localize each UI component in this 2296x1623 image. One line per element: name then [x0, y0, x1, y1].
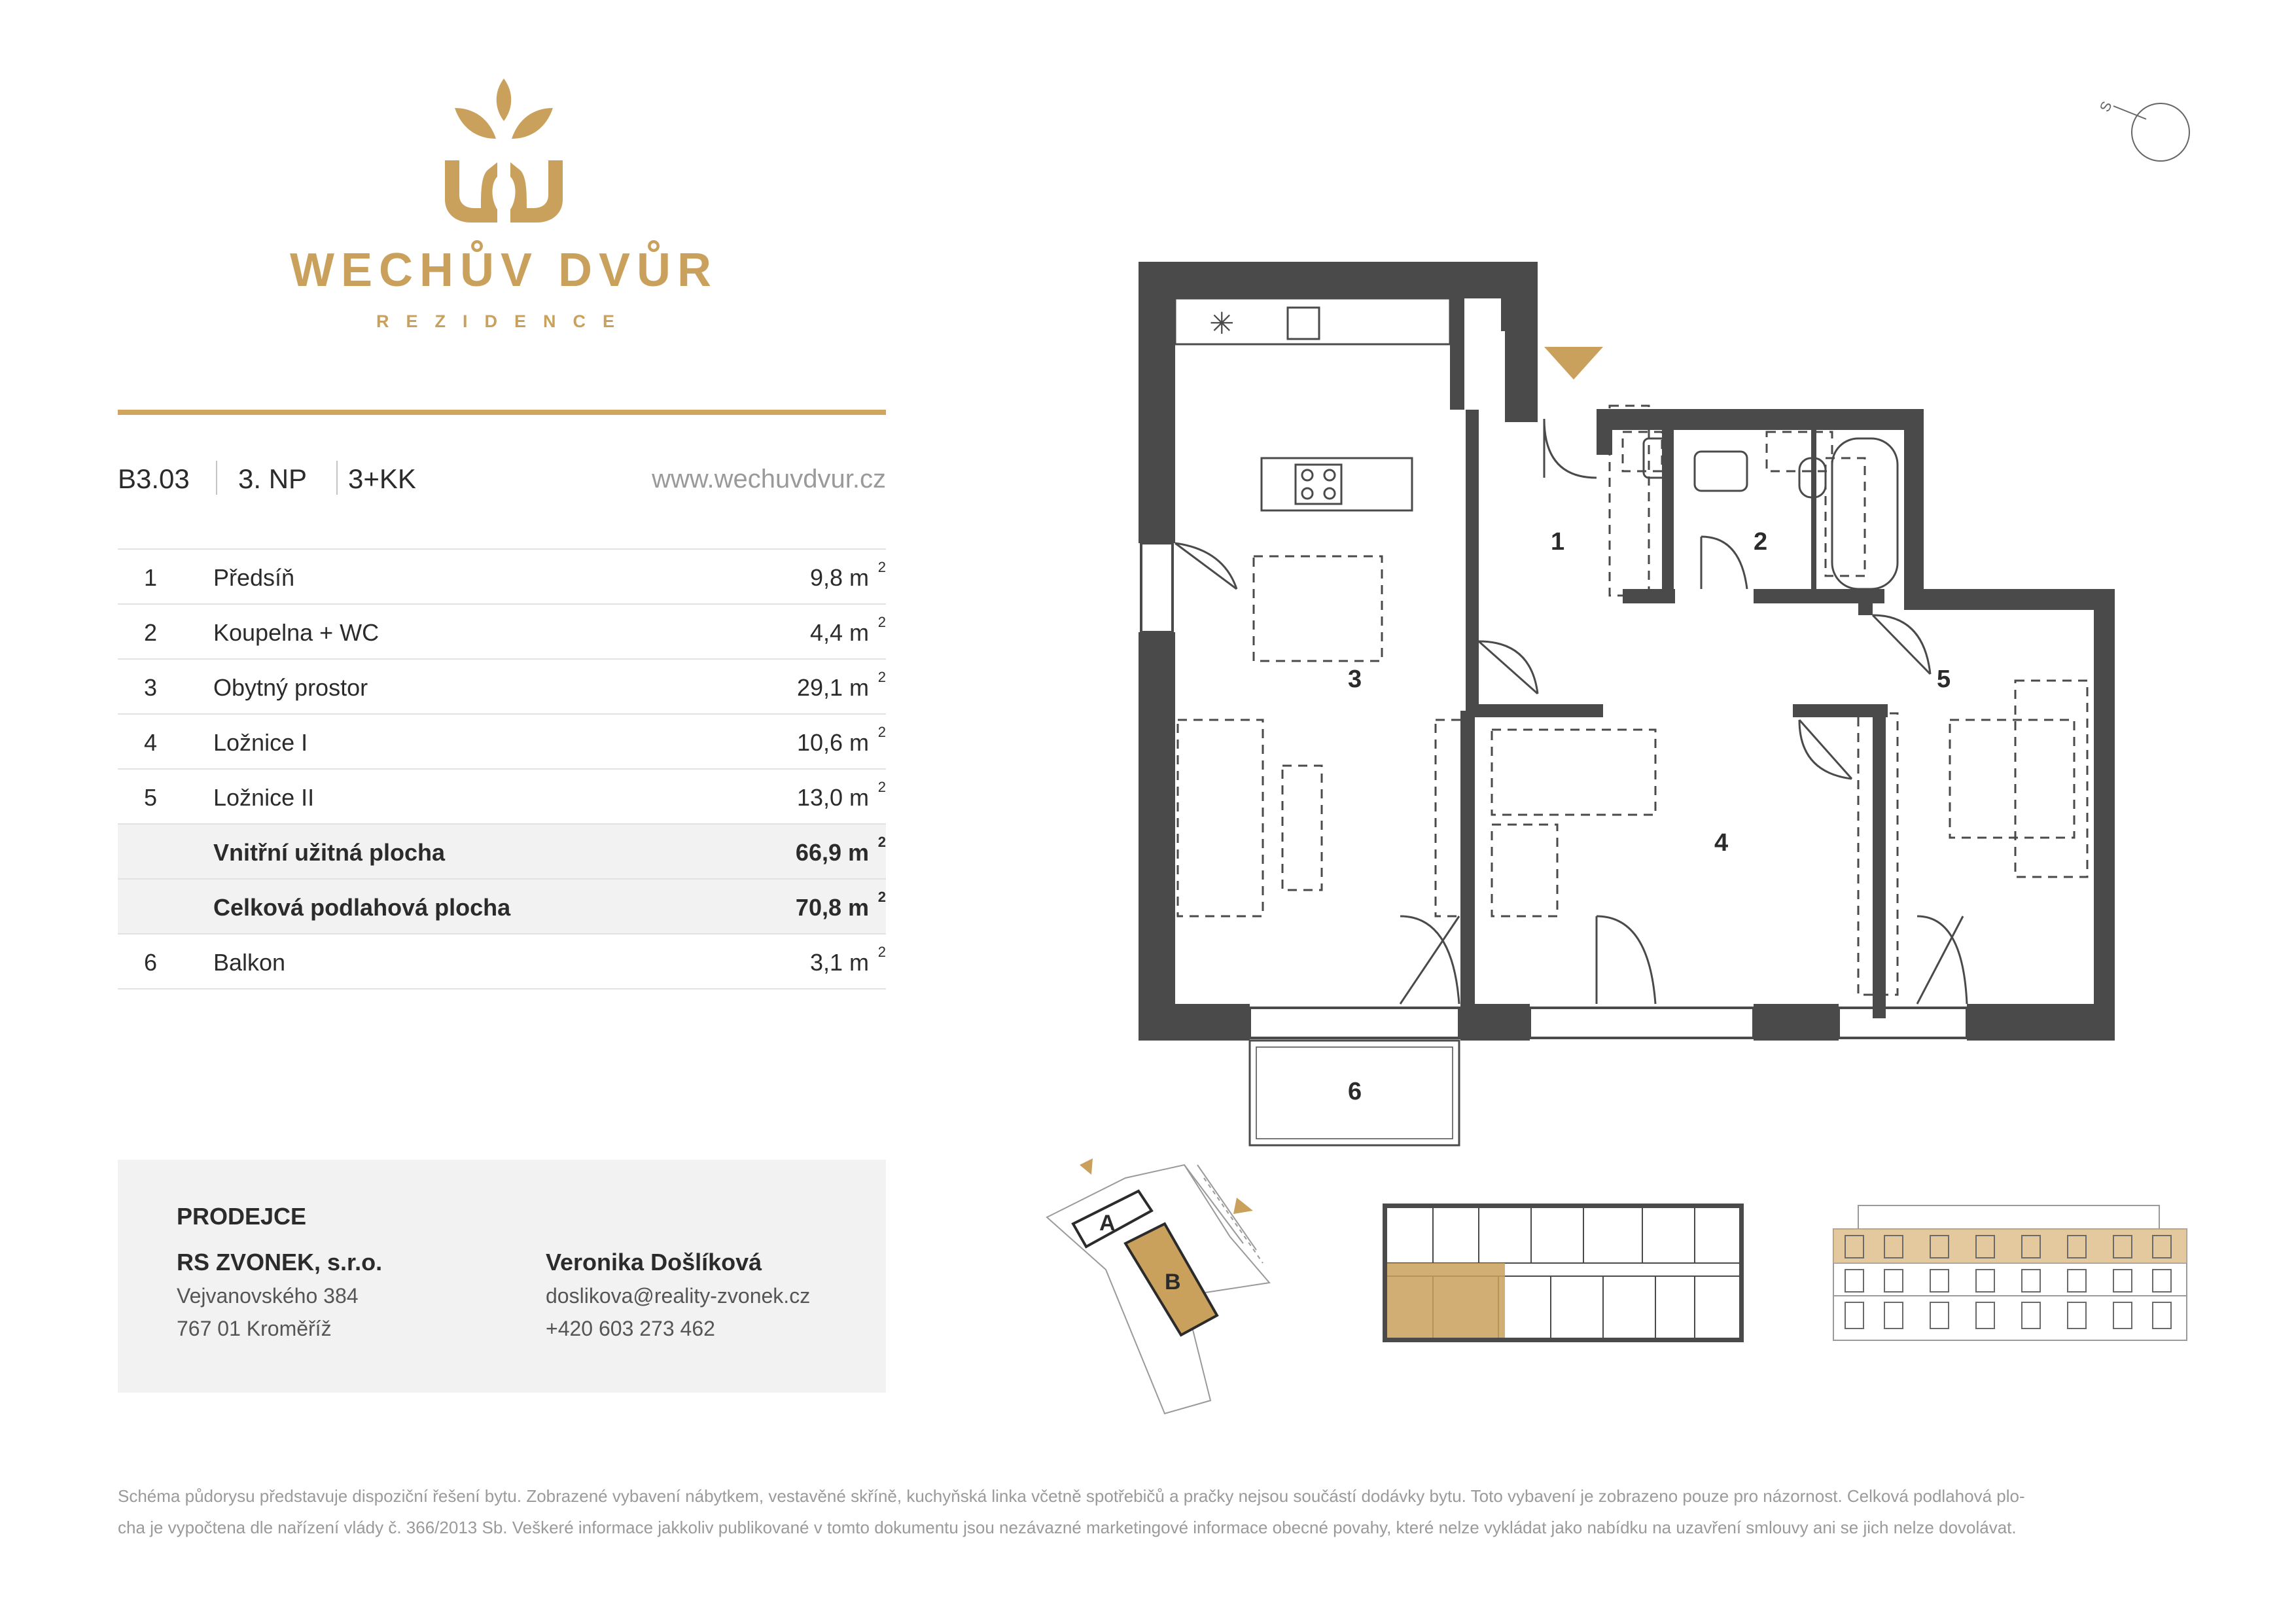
table-row [118, 770, 886, 825]
room-number: 3 [144, 674, 158, 701]
bathroom-fixtures [1644, 438, 1898, 589]
furniture [1178, 406, 2087, 995]
room-number: 1 [144, 564, 158, 591]
summary-name: Vnitřní užitná plocha [213, 839, 446, 866]
rooms-table [118, 548, 886, 990]
company-name: RS ZVONEK, s.r.o. [177, 1249, 383, 1275]
area-unit-exponent: 2 [877, 724, 886, 740]
disclaimer-line: cha je vypočtena dle nařízení vlády č. 366/2013 Sb. Veškeré informace jakkoliv publikované v tomto dokumentu jsou nezávazné marketingové informace obecné povahy, které nelze vykládat jako nabídku na uzavření smlouvy ani se jich nelze dovolávat. [118, 1518, 2017, 1537]
area-unit-exponent: 2 [877, 889, 886, 905]
walls [1139, 262, 2115, 1041]
north-arrow-icon [2094, 92, 2199, 177]
floor-locator [1381, 1191, 1747, 1355]
room-name: Ložnice II [213, 784, 315, 811]
summary-area: 66,9 m [795, 839, 869, 866]
room-area: 13,0 m [796, 784, 869, 811]
summary-area: 70,8 m [795, 894, 869, 921]
unit-floor: 3. NP [238, 463, 308, 494]
brand-name: WECHŮV DVŮR [289, 244, 718, 296]
contact-name: Veronika Došlíková [546, 1249, 762, 1275]
entrance-arrow-icon [1544, 347, 1603, 380]
table-row [118, 660, 886, 715]
room-area: 10,6 m [796, 729, 869, 756]
brand-subtitle: REZIDENCE [376, 312, 631, 331]
room-number: 6 [144, 949, 158, 976]
unit-code: B3.03 [118, 463, 190, 494]
divider [216, 461, 217, 495]
divider [118, 410, 886, 415]
area-unit-exponent: 2 [877, 614, 886, 630]
summary-name: Celková podlahová plocha [213, 894, 511, 921]
unit-header [118, 458, 886, 504]
disclaimer-line: Schéma půdorysu představuje dispoziční řešení bytu. Zobrazené vybavení nábytkem, vestavěné skříně, kuchyňská linka včetně spotřebičů a pračky nejsou součástí dodávky bytu. Toto vybavení je zobrazeno pouze pro názornost. Celková podlahová plo- [118, 1486, 2025, 1506]
site-map [1034, 1139, 1309, 1414]
area-unit-exponent: 2 [877, 779, 886, 795]
room-name: Koupelna + WC [213, 619, 380, 646]
room-label: 5 [1937, 666, 1951, 693]
room-name: Předsíň [213, 564, 295, 591]
company-city: 767 01 Kroměříž [177, 1317, 332, 1340]
room-number: 2 [144, 619, 158, 646]
area-unit-exponent: 2 [877, 669, 886, 685]
brand-logo-icon [445, 79, 563, 223]
disclaimer [118, 1480, 2199, 1543]
company-street: Vejvanovského 384 [177, 1284, 359, 1308]
table-row [118, 715, 886, 770]
building-label: B [1165, 1270, 1181, 1294]
room-area: 3,1 m [809, 949, 869, 976]
area-unit-exponent: 2 [877, 834, 886, 850]
room-area: 29,1 m [796, 674, 869, 701]
sales-contact-box [118, 1160, 886, 1393]
room-label: 4 [1714, 829, 1729, 857]
room-label: 3 [1348, 666, 1362, 693]
contact-email[interactable]: doslikova@reality-zvonek.cz [546, 1284, 811, 1308]
table-row [118, 935, 886, 990]
room-number: 5 [144, 784, 158, 811]
divider [336, 461, 338, 495]
summary-row [118, 825, 886, 880]
table-row [118, 548, 886, 605]
room-number: 4 [144, 729, 158, 756]
table-row [118, 605, 886, 660]
floor-plan [1139, 262, 2120, 1105]
room-name: Balkon [213, 949, 286, 976]
room-label: 1 [1551, 528, 1565, 556]
area-unit-exponent: 2 [877, 559, 886, 575]
unit-layout: 3+KK [348, 463, 416, 494]
room-label: 6 [1348, 1078, 1362, 1105]
windows [1141, 543, 1967, 1038]
svg-text:✳: ✳ [1209, 306, 1235, 341]
summary-row [118, 880, 886, 935]
direction-arrow-icon [1233, 1198, 1253, 1214]
sales-title: PRODEJCE [177, 1203, 307, 1230]
room-area: 9,8 m [809, 564, 869, 591]
kitchen-counter [1175, 298, 1450, 510]
facade-locator [1832, 1204, 2199, 1342]
building-label: A [1099, 1211, 1116, 1236]
compass-letter: S [2096, 98, 2115, 115]
room-name: Obytný prostor [213, 674, 368, 701]
direction-arrow-icon [1080, 1158, 1093, 1175]
website-link[interactable]: www.wechuvdvur.cz [652, 465, 886, 493]
area-unit-exponent: 2 [877, 944, 886, 960]
room-area: 4,4 m [809, 619, 869, 646]
room-name: Ložnice I [213, 729, 308, 756]
room-label: 2 [1754, 528, 1768, 556]
contact-phone[interactable]: +420 603 273 462 [546, 1317, 715, 1340]
